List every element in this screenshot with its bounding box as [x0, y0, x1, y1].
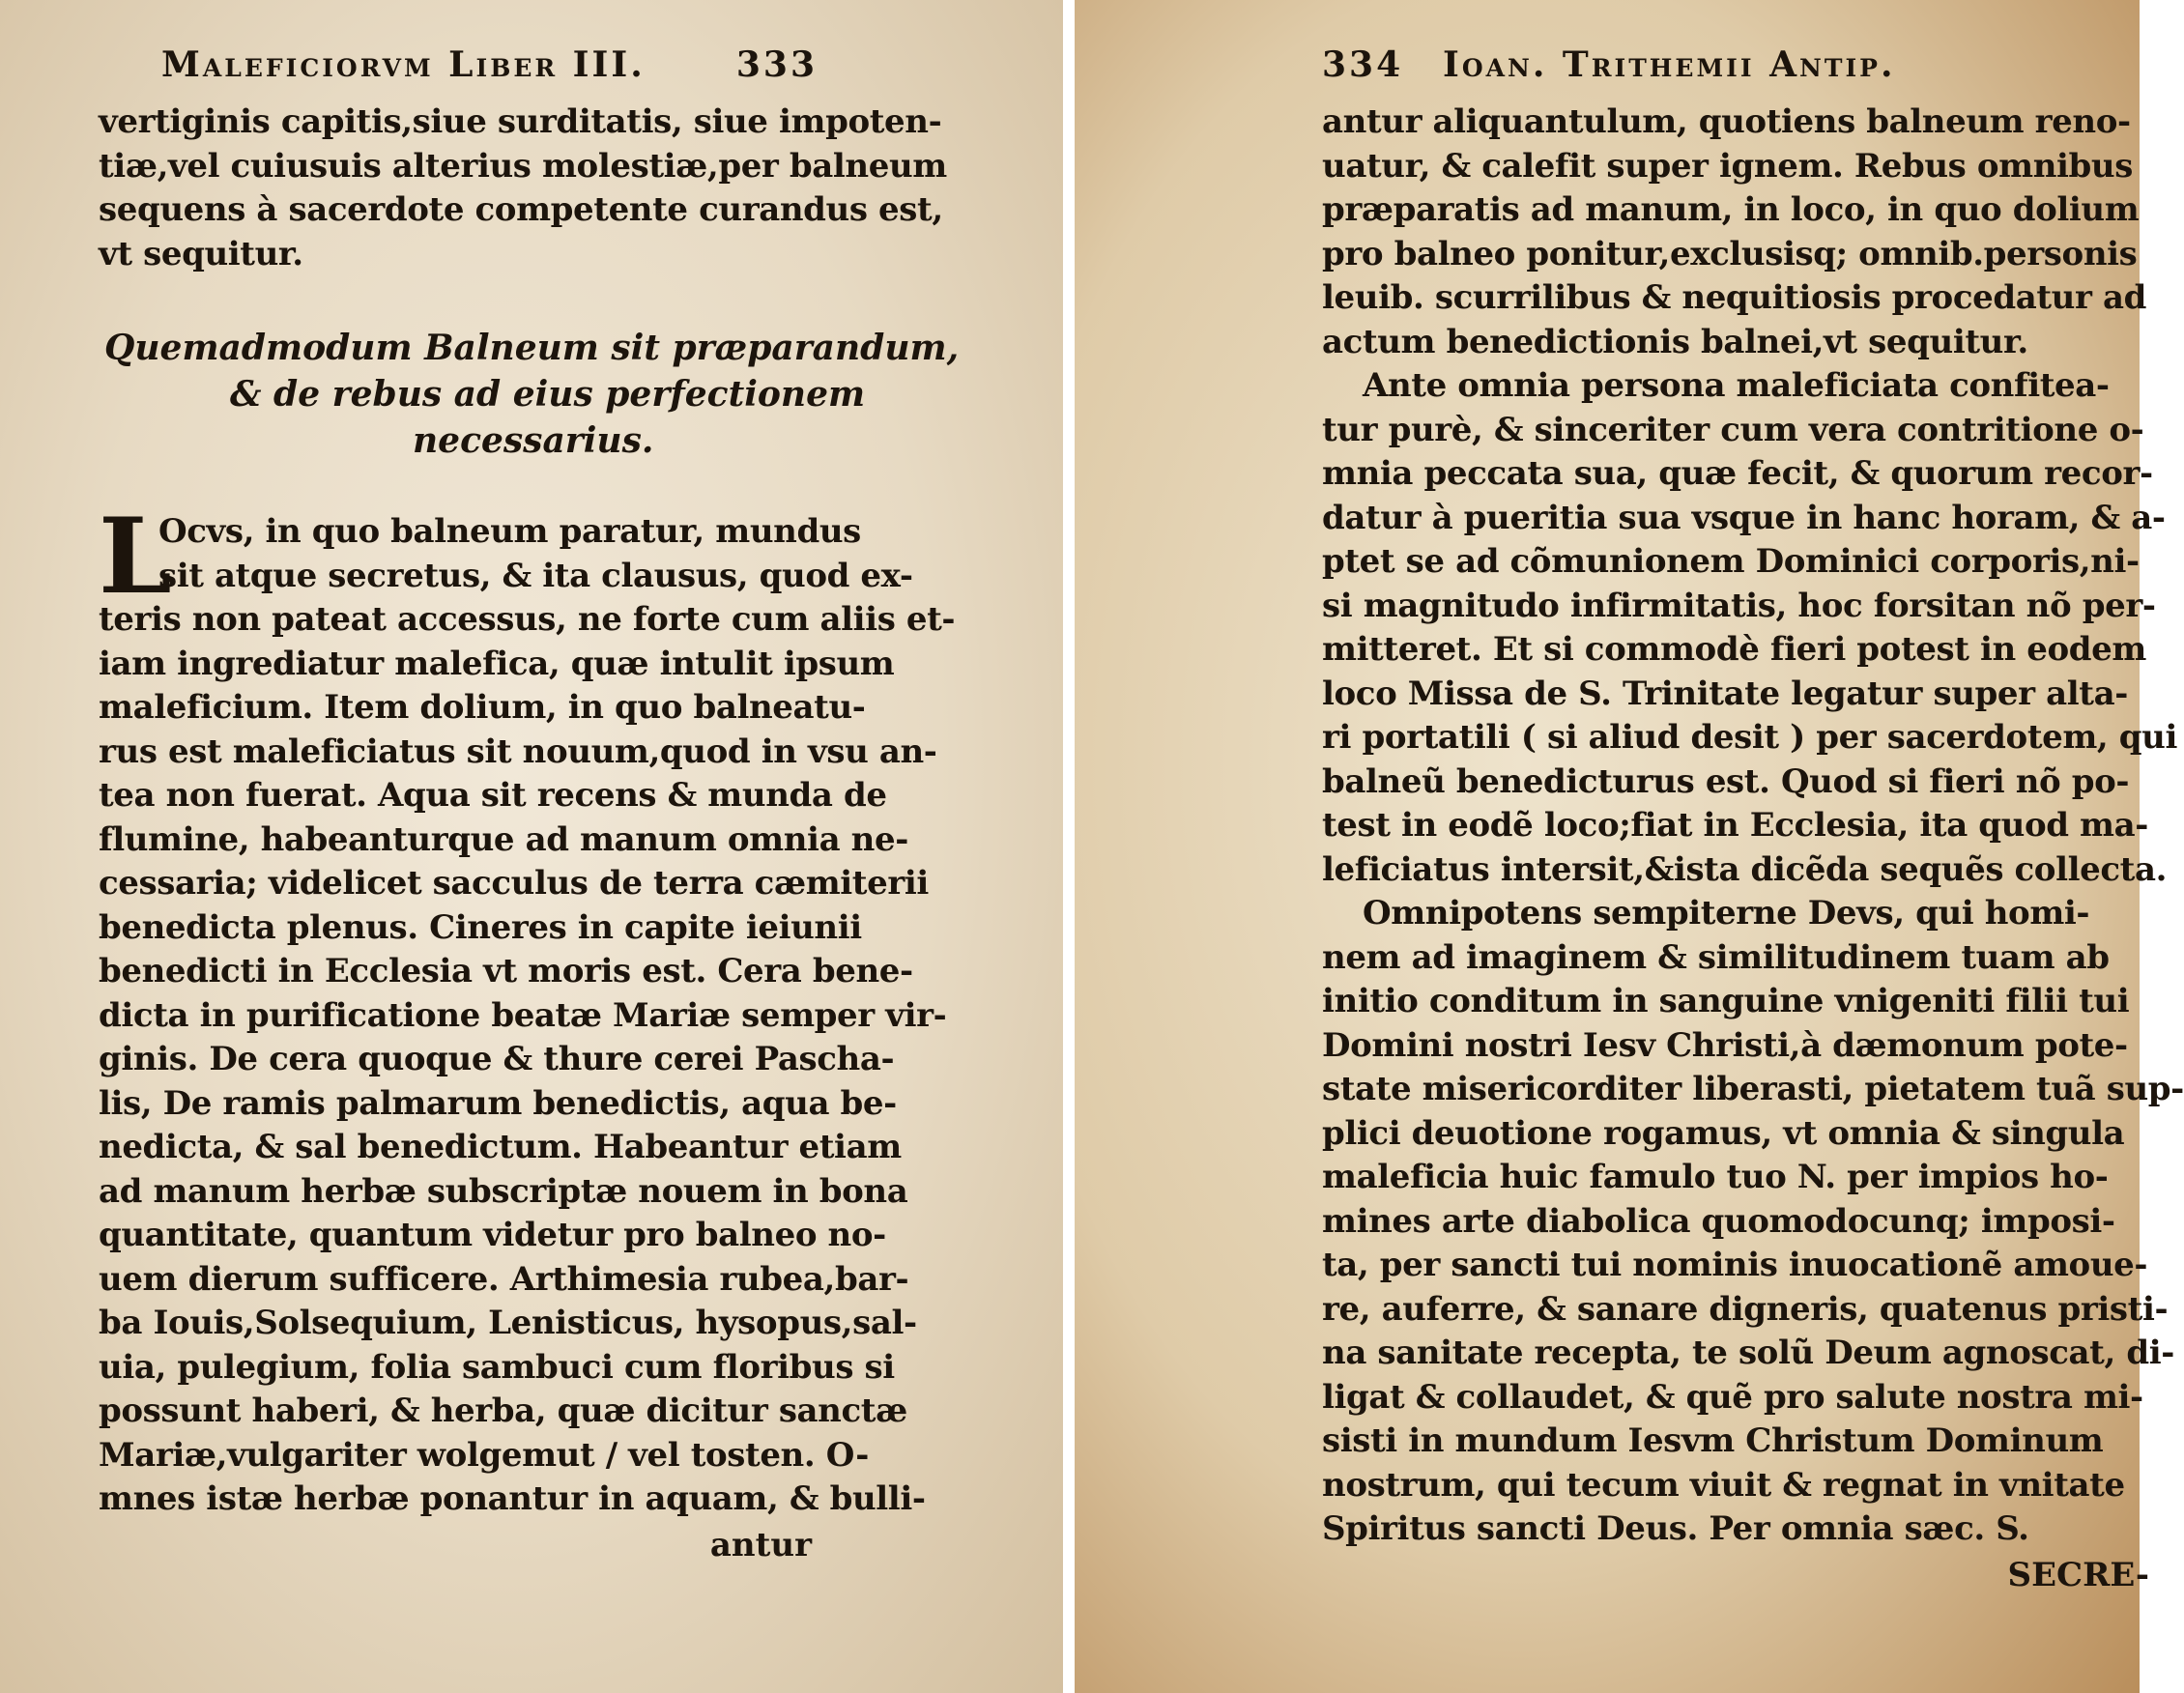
- left-page-text: [99, 43, 960, 1567]
- text-line: Ante omnia persona maleficiata confitea-: [1363, 366, 2110, 405]
- text-line: maleficium. Item dolium, in quo balneatu-: [99, 688, 866, 727]
- text-line: quantitate, quantum videtur pro balneo no-: [99, 1216, 886, 1254]
- text-line: ptet se ad cõmunionem Dominici corporis,ni-: [1322, 542, 2140, 581]
- text-line: possunt haberi, & herba, quæ dicitur sanctæ: [99, 1392, 907, 1430]
- text-line: lis, De ramis palmarum benedictis, aqua be-: [99, 1083, 897, 1123]
- text-line: antur aliquantulum, quotiens balneum reno-: [1322, 102, 2131, 141]
- text-line: pro balneo ponitur,exclusisq; omnib.personis: [1322, 234, 2138, 273]
- text-line: vertiginis capitis,siue surditatis, siue impoten-: [99, 102, 942, 141]
- page-gutter: [1063, 0, 1075, 1693]
- text-line: dicta in purificatione beatæ Mariæ semper vir-: [99, 995, 947, 1035]
- text-line: sit atque secretus, & ita clausus, quod ex-: [158, 556, 913, 595]
- text-line: ba Iouis,Solsequium, Lenisticus, hysopus,sal-: [99, 1304, 917, 1342]
- text-line: uia, pulegium, folia sambuci cum floribus si: [99, 1347, 895, 1387]
- text-line: actum benedictionis balnei,vt sequitur.: [1322, 322, 2028, 361]
- text-line: præparatis ad manum, in loco, in quo dolium: [1322, 190, 2140, 229]
- text-line: Spiritus sancti Deus. Per omnia sæc. S.: [1322, 1509, 2029, 1548]
- text-line: re, auferre, & sanare digneris, quatenus pristi-: [1322, 1289, 2169, 1329]
- text-line: Omnipotens sempiterne Devs, qui homi-: [1363, 894, 2090, 933]
- text-line: test in eodẽ loco;fiat in Ecclesia, ita quod ma-: [1322, 806, 2148, 845]
- text-line: sequens à sacerdote competente curandus est,: [99, 190, 943, 229]
- text-line: uatur, & calefit super ignem. Rebus omnibus: [1322, 146, 2133, 186]
- section-heading: [99, 325, 960, 464]
- heading-line: & de rebus ad eius perfectionem: [230, 374, 866, 415]
- text-line: benedicti in Ecclesia vt moris est. Cera bene-: [99, 952, 913, 990]
- text-line: mnes istæ herbæ ponantur in aquam, & bulli-: [99, 1479, 926, 1518]
- text-line: benedicta plenus. Cineres in capite ieiunii: [99, 907, 862, 947]
- left-main-paragraph: [99, 496, 956, 1522]
- left-page-number: 333: [735, 44, 818, 85]
- text-line: ta, per sancti tui nominis inuocationẽ amoue-: [1322, 1246, 2148, 1284]
- text-line: rus est maleficiatus sit nouum,quod in vsu an-: [99, 732, 937, 771]
- right-paragraph-2: [1322, 364, 2178, 892]
- text-line: mitteret. Et si commodè fieri potest in eodem: [1322, 630, 2146, 669]
- text-line: iam ingrediatur malefica, quæ intulit ipsum: [99, 644, 895, 683]
- text-line: tea non fuerat. Aqua sit recens & munda de: [99, 776, 887, 815]
- drop-cap: L: [99, 496, 172, 617]
- text-line: tiæ,vel cuiusuis alterius molestiæ,per balneum: [99, 146, 947, 186]
- right-page-text: [1322, 43, 2184, 1597]
- text-line: cessaria; videlicet sacculus de terra cæmiterii: [99, 864, 929, 903]
- right-paragraph-3: [1322, 892, 2184, 1552]
- text-line: datur à pueritia sua vsque in hanc horam, & a-: [1322, 498, 2166, 537]
- text-line: mines arte diabolica quomodocunq; imposi-: [1322, 1201, 2115, 1241]
- text-line: uem dierum sufficere. Arthimesia rubea,bar-: [99, 1259, 909, 1299]
- left-opening-paragraph: [99, 100, 947, 276]
- text-line: ad manum herbæ subscriptæ nouem in bona: [99, 1171, 908, 1211]
- text-line: na sanitate recepta, te solũ Deum agnoscat, di-: [1322, 1334, 2174, 1372]
- text-line: ri portatili ( si aliud desit ) per sacerdotem, qui: [1322, 718, 2178, 757]
- text-line: plici deuotione rogamus, vt omnia & singula: [1322, 1113, 2125, 1153]
- text-line: ligat & collaudet, & quẽ pro salute nostra mi-: [1322, 1377, 2143, 1417]
- right-catchword: SECRE-: [2007, 1555, 2149, 1594]
- text-line: flumine, habeanturque ad manum omnia ne-: [99, 819, 908, 859]
- text-line: initio conditum in sanguine vnigeniti filii tui: [1322, 982, 2130, 1020]
- text-line: ginis. De cera quoque & thure cerei Pascha-: [99, 1040, 895, 1078]
- text-line: loco Missa de S. Trinitate legatur super alta-: [1322, 674, 2128, 713]
- text-line: nedicta, & sal benedictum. Habeantur etiam: [99, 1128, 902, 1166]
- text-line: leficiatus intersit,&ista dicẽda sequẽs collecta.: [1322, 849, 2168, 889]
- heading-line: necessarius.: [413, 420, 654, 461]
- text-line: balneũ benedicturus est. Quod si fieri nõ po-: [1322, 761, 2130, 801]
- text-line: Mariæ,vulgariter wolgemut / vel tosten. O-: [99, 1435, 869, 1475]
- left-running-head: [99, 43, 818, 100]
- text-line: teris non pateat accessus, ne forte cum aliis et-: [99, 600, 956, 639]
- text-line: Domini nostri Iesv Christi,à dæmonum pote-: [1322, 1025, 2128, 1065]
- left-head-title: Maleficiorvm Liber III.: [161, 44, 646, 85]
- text-line: si magnitudo infirmitatis, hoc forsitan nõ per-: [1322, 586, 2156, 625]
- text-line: Ocvs, in quo balneum paratur, mundus: [158, 512, 861, 551]
- right-page-number: 334: [1322, 44, 1404, 85]
- text-line: tur purè, & sinceriter cum vera contritione o-: [1322, 410, 2144, 449]
- right-page: [1075, 0, 2184, 1693]
- text-line: vt sequitur.: [99, 234, 303, 273]
- text-line: nem ad imaginem & similitudinem tuam ab: [1322, 937, 2110, 977]
- right-head-title: Ioan. Trithemii Antip.: [1443, 44, 1896, 85]
- text-line: state misericorditer liberasti, pietatem tuã sup-: [1322, 1070, 2184, 1108]
- text-line: maleficia huic famulo tuo N. per impios ho-: [1322, 1158, 2109, 1196]
- left-catchword: antur: [709, 1525, 812, 1564]
- right-running-head: [1322, 43, 2155, 100]
- left-page: [0, 0, 1063, 1693]
- heading-line: Quemadmodum Balneum sit præparandum,: [104, 328, 960, 368]
- text-line: sisti in mundum Iesvm Christum Dominum: [1322, 1421, 2104, 1460]
- right-paragraph-1: [1322, 100, 2155, 364]
- text-line: leuib. scurrilibus & nequitiosis procedatur ad: [1322, 278, 2146, 317]
- text-line: nostrum, qui tecum viuit & regnat in vnitate: [1322, 1465, 2125, 1505]
- text-line: mnia peccata sua, quæ fecit, & quorum recor-: [1322, 454, 2153, 493]
